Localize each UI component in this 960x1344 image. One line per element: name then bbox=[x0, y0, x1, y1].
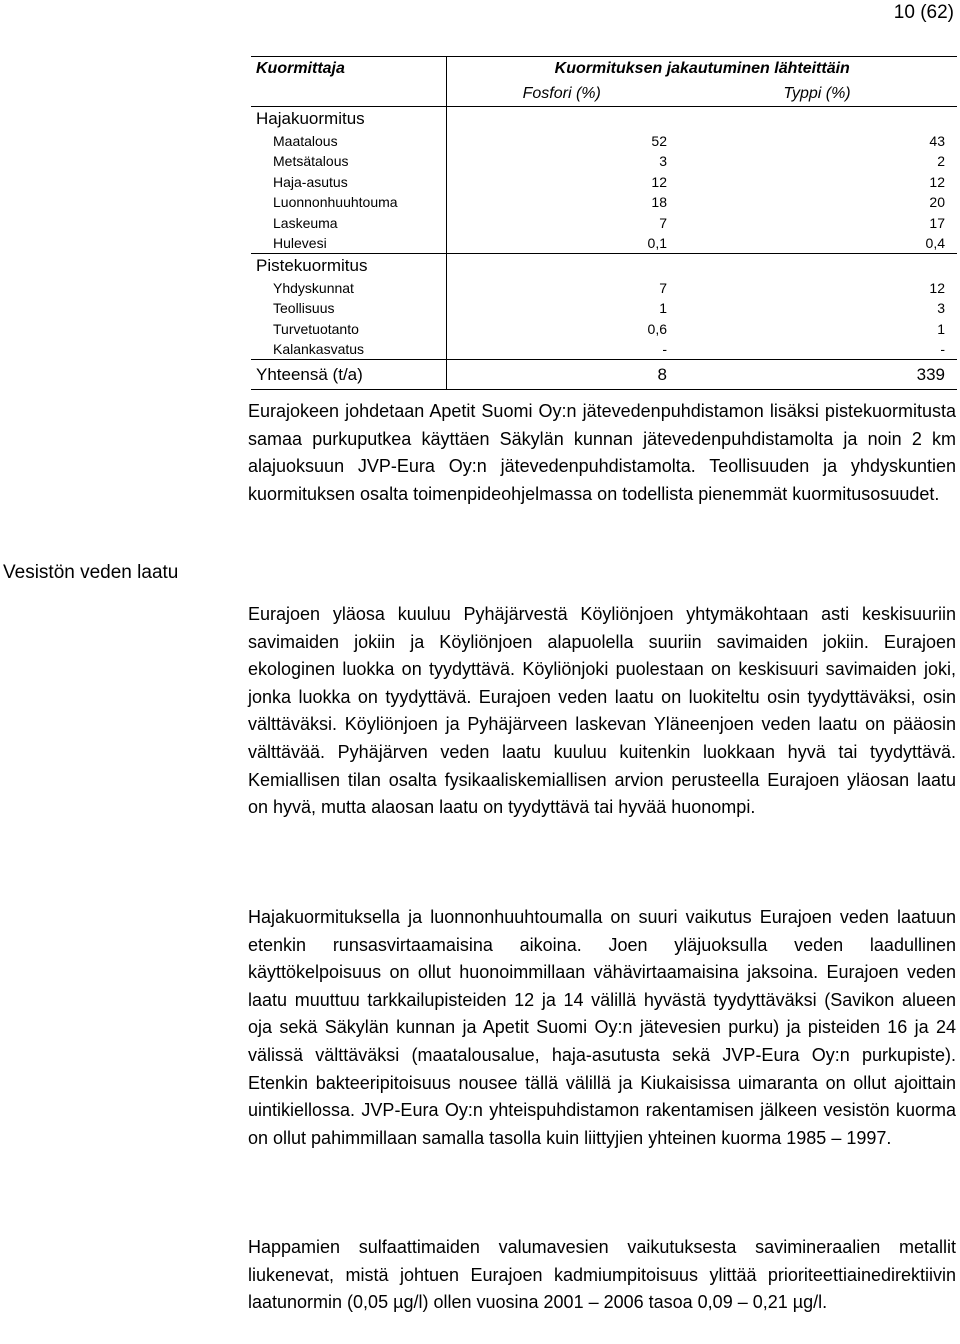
row-label: Haja-asutus bbox=[273, 173, 348, 190]
paragraph-point-loading: Eurajokeen johdetaan Apetit Suomi Oy:n jätevedenpuhdistamon lisäksi pistekuormitusta samaa purkuputkea käyttäen Säkylän kunnan jätevedenpuhdistamolta ja noin 2 km alajuoksuun JVP-Eura Oy:n jätevedenpuhdistamolta. Teollisuuden ja yhdyskuntien kuormituksen osalta toimenpideohjelmassa on todellista pienemmät kuormitusosuudet. bbox=[248, 401, 956, 504]
table-row bbox=[251, 213, 957, 234]
table-row bbox=[251, 172, 957, 193]
table-header-row bbox=[251, 57, 957, 82]
nitrogen-value: 2 bbox=[937, 153, 945, 170]
load-distribution-table bbox=[251, 56, 957, 390]
phosphorus-value: 12 bbox=[446, 172, 676, 193]
total-nitrogen: 339 bbox=[676, 360, 957, 390]
nitrogen-value: 1 bbox=[937, 320, 945, 337]
row-label: Maatalous bbox=[273, 132, 338, 149]
row-label: Turvetuotanto bbox=[273, 320, 359, 337]
nitrogen-value: 3 bbox=[937, 300, 945, 317]
paragraph-cadmium: Happamien sulfaattimaiden valumavesien vaikutuksesta savimineraalien metallit liukenevat, mistä johtuen Eurajoen kadmiumpitoisuus ylittää prioriteettiainedirektiivin laatunormin (0,05 µg/l) ollen vuosina 2001 – 2006 tasoa 0,09 – 0,21 µg/l. bbox=[248, 1237, 956, 1313]
paragraph-diffuse-loading: Hajakuormituksella ja luonnonhuuhtoumalla on suuri vaikutus Eurajoen veden laatuun etenkin runsasvirtaamaisina aikoina. Joen yläjuoksulla veden laadullinen käyttökelpoisuus on ollut huonoimmillaan vähävirtaamaisina jaksoina. Eurajoen veden laatu muuttuu tarkkailupisteiden 12 ja 14 välillä hyvästä tyydyttäväksi (Savikon alueen oja sekä Säkylän kunnan ja Apetit Suomi Oy:n jätevesien purku) ja pisteiden 16 ja 24 välissä välttäväksi (maatalousalue, haja-asutusta sekä JVP-Eura Oy:n purkupiste). Etenkin bakteeripitoisuus nousee tällä välillä ja Kiukaisissa uimaranta on ollut ajoittain uintikiellossa. JVP-Eura Oy:n yhteispuhdistamon rakentamisen jälkeen vesistön kuorma on ollut pahimmillaan samalla tasolla kuin liittyjien yhteinen kuorma 1985 – 1997. bbox=[248, 907, 956, 1148]
table-row bbox=[251, 192, 957, 213]
table-row bbox=[251, 151, 957, 172]
total-phosphorus: 8 bbox=[446, 360, 676, 390]
phosphorus-value: 7 bbox=[446, 278, 676, 299]
nitrogen-value: 12 bbox=[929, 279, 945, 296]
phosphorus-value: 0,1 bbox=[446, 233, 676, 254]
row-label: Hulevesi bbox=[251, 233, 446, 254]
phosphorus-value: 18 bbox=[446, 192, 676, 213]
phosphorus-value: 0,6 bbox=[446, 319, 676, 340]
nitrogen-value: 12 bbox=[929, 173, 945, 190]
row-label: Yhdyskunnat bbox=[273, 279, 354, 296]
total-row bbox=[251, 360, 957, 390]
group-name: Pistekuormitus bbox=[256, 255, 368, 275]
phosphorus-value: 52 bbox=[446, 131, 676, 152]
row-label: Metsätalous bbox=[273, 153, 349, 170]
nitrogen-value: - bbox=[676, 339, 957, 360]
row-label: Kalankasvatus bbox=[251, 339, 446, 360]
table-row bbox=[251, 339, 957, 360]
header-source: Kuormittaja bbox=[251, 57, 446, 82]
row-label: Teollisuus bbox=[273, 300, 335, 317]
table-row bbox=[251, 131, 957, 152]
nitrogen-value: 17 bbox=[929, 214, 945, 231]
header-nitrogen: Typpi (%) bbox=[676, 82, 957, 107]
table-row bbox=[251, 298, 957, 319]
group-name: Hajakuormitus bbox=[256, 108, 365, 128]
row-label: Luonnonhuuhtouma bbox=[273, 194, 398, 211]
phosphorus-value: 1 bbox=[446, 298, 676, 319]
header-phosphorus: Fosfori (%) bbox=[446, 82, 676, 107]
total-label: Yhteensä (t/a) bbox=[251, 360, 446, 390]
phosphorus-value: - bbox=[446, 339, 676, 360]
section-heading: Vesistön veden laatu bbox=[3, 562, 179, 583]
table-row bbox=[251, 233, 957, 254]
header-distribution: Kuormituksen jakautuminen lähteittäin bbox=[446, 57, 957, 82]
group-row bbox=[251, 254, 957, 278]
group-row bbox=[251, 107, 957, 131]
page-number: 10 (62) bbox=[893, 2, 954, 23]
table-row bbox=[251, 278, 957, 299]
phosphorus-value: 3 bbox=[446, 151, 676, 172]
table-row bbox=[251, 319, 957, 340]
nitrogen-value: 0,4 bbox=[676, 233, 957, 254]
nitrogen-value: 43 bbox=[929, 132, 945, 149]
phosphorus-value: 7 bbox=[446, 213, 676, 234]
paragraph-water-quality: Eurajoen yläosa kuuluu Pyhäjärvestä Köyliönjoen yhtymäkohtaan asti keskisuuriin savimaiden jokiin ja Köyliönjoen alapuolella suuriin savimaiden jokiin. Eurajoen ekologinen luokka on tyydyttävä. Köyliönjoki puolestaan on keskisuuri savimaiden joki, jonka luokka on tyydyttävä. Eurajoen veden laatu on luokiteltu osin tyydyttäväksi, osin välttäväksi. Köyliönjoen ja Pyhäjärveen laskevan Yläneenjoen veden laatu on pääosin välttävää. Pyhäjärven veden laatu kuuluu kuitenkin luokkaan hyvä tai tyydyttävä. Kemiallisen tilan osalta fysikaaliskemiallisen arvion perusteella Eurajoen yläosan laatu on hyvä, mutta alaosan laatu on tyydyttävä tai hyvää huonompi. bbox=[248, 604, 956, 818]
nitrogen-value: 20 bbox=[929, 194, 945, 211]
table-subheader-row bbox=[251, 82, 957, 107]
row-label: Laskeuma bbox=[273, 214, 338, 231]
